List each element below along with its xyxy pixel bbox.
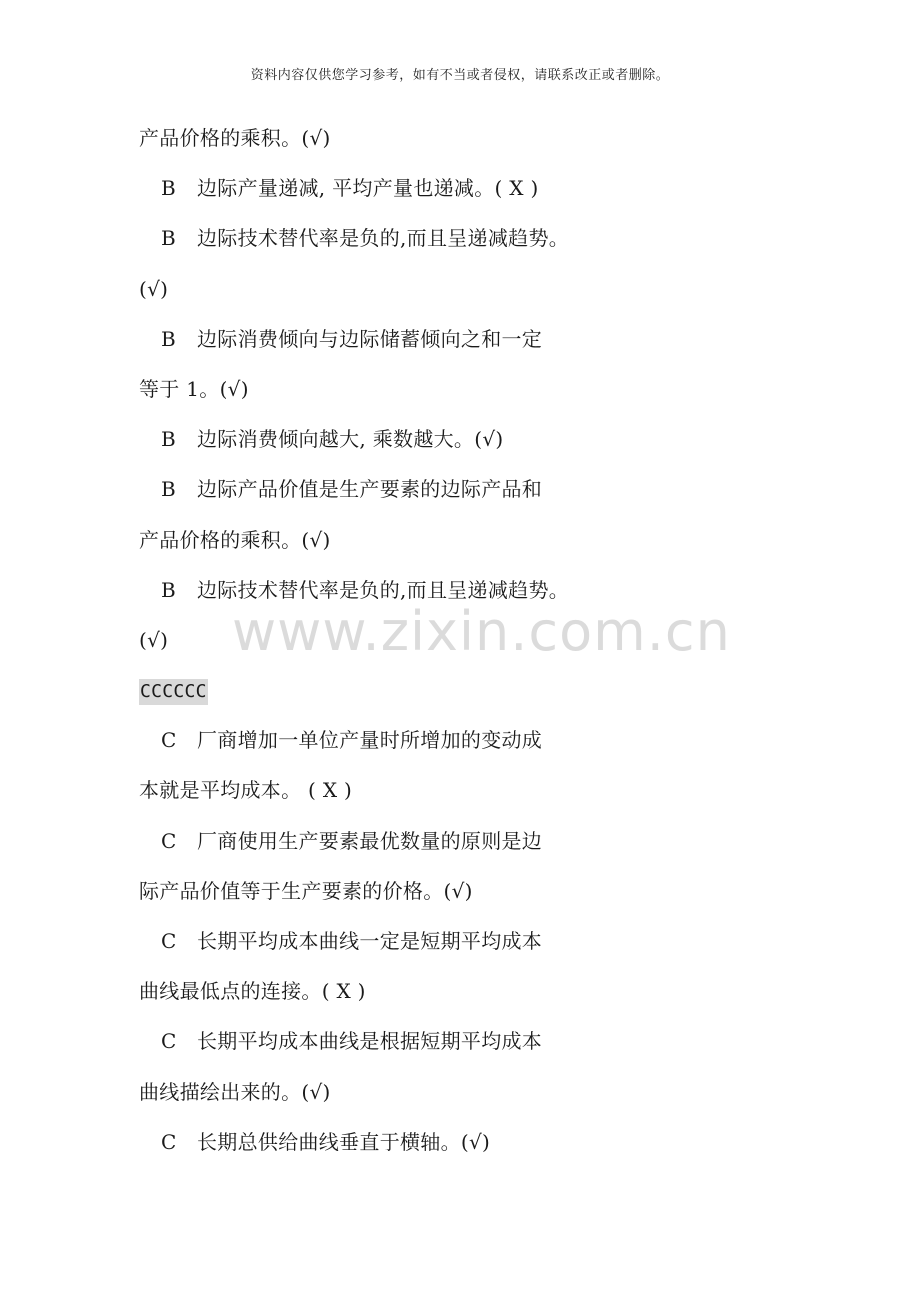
section-header-line (139, 665, 739, 715)
header-disclaimer: 资料内容仅供您学习参考，如有不当或者侵权，请联系改正或者删除。 (250, 68, 670, 83)
line-text: 产品价格的乘积。(√) (139, 126, 331, 150)
document-body (139, 113, 739, 1167)
question-marker: B (161, 427, 176, 452)
text-line (139, 364, 739, 414)
question-marker: C (161, 929, 177, 953)
line-text: 长期总供给曲线垂直于横轴。(√) (197, 1129, 491, 1154)
question-item (139, 213, 739, 263)
question-marker: B (161, 226, 176, 251)
line-text: 曲线描绘出来的。(√) (139, 1079, 331, 1104)
line-text: 曲线最低点的连接。( X ) (139, 979, 366, 1004)
line-text: 长期平均成本曲线是根据短期平均成本 (197, 1029, 543, 1054)
line-text: 厂商增加一单位产量时所增加的变动成 (197, 728, 543, 753)
line-text: 边际产品价值是生产要素的边际产品和 (197, 477, 543, 502)
text-line (139, 615, 739, 665)
question-item (139, 715, 739, 765)
text-line (139, 1067, 739, 1117)
line-text: 边际技术替代率是负的,而且呈递减趋势。 (197, 226, 570, 251)
line-text: (√) (139, 276, 169, 301)
line-text: 产品价格的乘积。(√) (139, 527, 331, 552)
line-text: 边际消费倾向越大, 乘数越大。(√) (197, 427, 504, 452)
question-item (139, 1117, 739, 1167)
section-header-c: CCCCCC (139, 679, 208, 705)
question-marker: B (161, 477, 176, 502)
text-line (139, 515, 739, 565)
text-line (139, 966, 739, 1016)
question-marker: B (161, 577, 176, 602)
line-text: 等于 1。(√) (139, 376, 249, 401)
watermark-text: www.zixin.com.cn (232, 600, 731, 663)
line-text: 长期平均成本曲线一定是短期平均成本 (197, 929, 543, 953)
question-marker: C (161, 1029, 177, 1054)
question-marker: C (161, 828, 177, 853)
line-text: (√) (139, 627, 169, 652)
question-item (139, 565, 739, 615)
line-text: 边际产量递减, 平均产量也递减。( X ) (197, 176, 539, 201)
question-item (139, 414, 739, 464)
question-marker: C (161, 1129, 177, 1154)
question-item (139, 314, 739, 364)
text-line (139, 765, 739, 815)
question-item (139, 163, 739, 213)
line-text: 边际消费倾向与边际储蓄倾向之和一定 (197, 326, 543, 351)
question-item (139, 816, 739, 866)
question-marker: B (161, 326, 176, 351)
text-line (139, 264, 739, 314)
line-text: 厂商使用生产要素最优数量的原则是边 (197, 828, 543, 853)
question-marker: C (161, 728, 177, 753)
text-line (139, 866, 739, 916)
question-item (139, 464, 739, 514)
question-marker: B (161, 176, 176, 201)
line-text: 边际技术替代率是负的,而且呈递减趋势。 (197, 577, 570, 602)
line-text: 本就是平均成本。 ( X ) (139, 778, 353, 803)
question-item (139, 916, 739, 966)
text-line (139, 113, 739, 163)
line-text: 际产品价值等于生产要素的价格。(√) (139, 878, 473, 903)
question-item (139, 1016, 739, 1066)
